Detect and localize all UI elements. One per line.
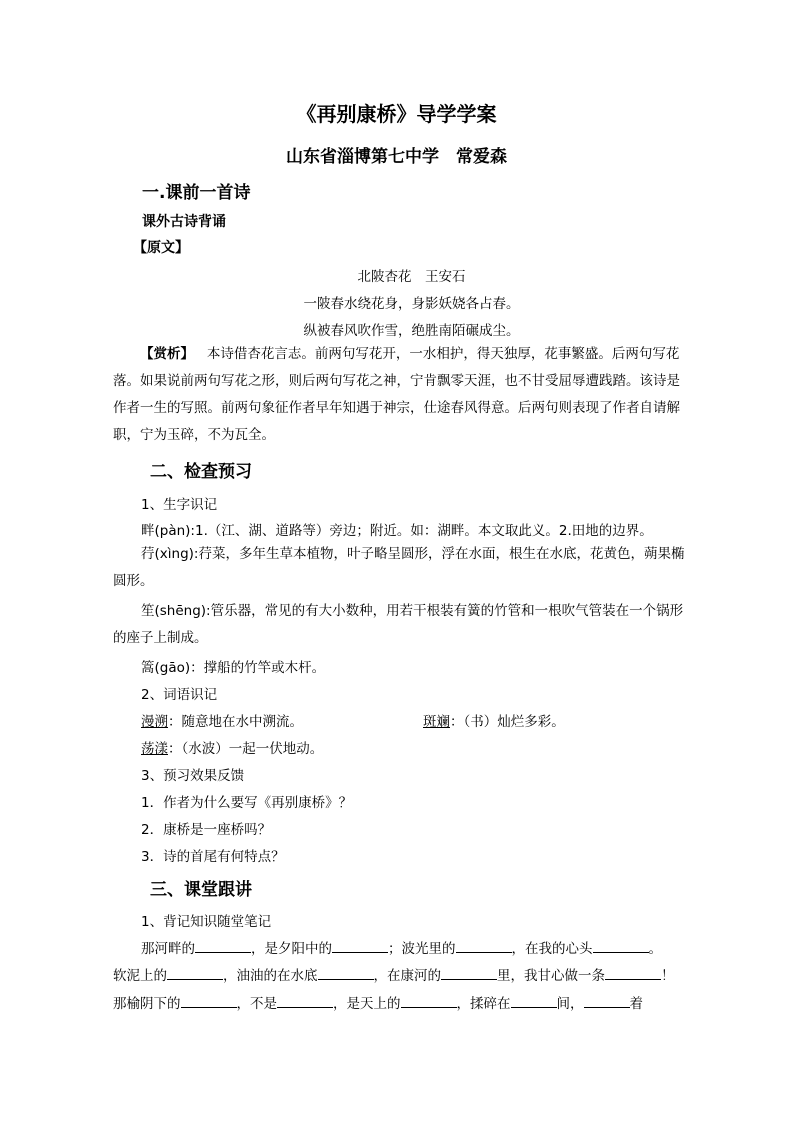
fill-blank[interactable]: [593, 938, 649, 953]
fill-text: 那河畔的: [141, 941, 195, 957]
fill-blank[interactable]: [605, 965, 661, 980]
fill-blank[interactable]: [401, 993, 457, 1008]
section1-subheading: 课外古诗背诵: [142, 214, 226, 230]
document-subtitle: 山东省淄博第七中学 常爱森: [286, 147, 507, 167]
section2-sub1: 1、生字识记: [141, 497, 218, 513]
fill-text: 里，我甘心做一条: [497, 968, 605, 984]
char-sheng: 笙(shēng):管乐器，常见的有大小数种，用若干根装有簧的竹管和一根吹气管装在一个锅形的座子上制成。: [113, 603, 684, 646]
fill-blank[interactable]: [332, 938, 388, 953]
section2-sub2: 2、词语识记: [141, 687, 218, 703]
fill-text: ；波光里的: [388, 941, 456, 957]
poem-title-author: 北陂杏花 王安石: [357, 269, 466, 285]
fill-text: 。: [648, 941, 662, 957]
fill-text: ，在康河的: [373, 968, 441, 984]
fill-blank[interactable]: [167, 965, 223, 980]
fill-line-2: [113, 964, 675, 984]
fill-text: ！: [661, 968, 675, 984]
document-title: 《再别康桥》导学学案: [296, 102, 497, 126]
word-dangyang-term: 荡漾: [141, 741, 168, 757]
word-banlan-term: 斑斓: [423, 714, 450, 730]
fill-blank[interactable]: [195, 938, 251, 953]
original-label: 【原文】: [133, 240, 189, 256]
word-mansu-def: ：随意地在水中溯流。: [168, 714, 303, 730]
fill-text: 软泥上的: [113, 968, 167, 984]
fill-text: ，是天上的: [333, 996, 401, 1012]
fill-line-3: [113, 992, 643, 1012]
section1-heading: 一.课前一首诗: [142, 183, 251, 203]
word-banlan: [423, 710, 565, 730]
question-3: 3．诗的首尾有何特点？: [141, 849, 285, 865]
fill-text: ，是夕阳中的: [251, 941, 332, 957]
section2-heading: 二、检查预习: [150, 462, 252, 482]
word-dangyang: [141, 737, 323, 757]
char-gao: 篙(gāo)：撑船的竹竿或木杆。: [141, 660, 326, 676]
fill-text: 着: [629, 996, 643, 1012]
section3-heading: 三、课堂跟讲: [150, 880, 252, 900]
appreciation-paragraph: [113, 341, 688, 449]
fill-blank[interactable]: [511, 993, 557, 1008]
question-1: 1．作者为什么要写《再别康桥》？: [141, 795, 353, 811]
question-2: 2．康桥是一座桥吗？: [141, 822, 272, 838]
word-banlan-def: ：（书）灿烂多彩。: [450, 714, 565, 730]
fill-blank[interactable]: [441, 965, 497, 980]
fill-blank[interactable]: [277, 993, 333, 1008]
poem-line-1: 一陂春水绕花身，身影妖娆各占春。: [303, 296, 520, 312]
fill-blank[interactable]: [318, 965, 374, 980]
word-mansu: [141, 710, 303, 730]
char-pan: 畔(pàn):1.（江、湖、道路等）旁边；附近。如：湖畔。本文取此义。2.田地的边界。: [141, 523, 653, 539]
fill-text: ，揉碎在: [456, 996, 511, 1012]
fill-blank[interactable]: [584, 993, 630, 1008]
appreciation-text: 本诗借杏花言志。前两句写花开，一水相护，得天独厚，花事繁盛。后两句写花落。如果说前两句写花之形，则后两句写花之神，宁肯飘零天涯，也不甘受屈辱遭践踏。该诗是作者一生的写照。前两句象征作者早年知遇于神宗，仕途春风得意。后两句则表现了作者自请解职，宁为玉碎，不为瓦全。: [113, 346, 680, 443]
fill-blank[interactable]: [181, 993, 237, 1008]
fill-line-1: [141, 937, 662, 957]
word-mansu-term: 漫溯: [141, 714, 168, 730]
fill-text: ，在我的心头: [511, 941, 593, 957]
poem-line-2: 纵被春风吹作雪，绝胜南陌碾成尘。: [303, 323, 520, 339]
section3-sub1: 1、背记知识随堂笔记: [141, 914, 272, 930]
fill-text: ，油油的在水底: [223, 968, 318, 984]
fill-blank[interactable]: [456, 938, 512, 953]
fill-text: ，不是: [236, 996, 277, 1012]
char-xing: 荇(xìng):荇菜，多年生草本植物，叶子略呈圆形，浮在水面，根生在水底，花黄色，蒴果椭圆形。: [113, 546, 685, 589]
appreciation-label: 【赏析】: [140, 346, 194, 362]
fill-text: 间，: [556, 996, 584, 1012]
section2-sub3: 3、预习效果反馈: [141, 768, 245, 784]
word-dangyang-def: ：（水波）一起一伏地动。: [168, 741, 324, 757]
fill-text: 那榆阴下的: [113, 996, 181, 1012]
